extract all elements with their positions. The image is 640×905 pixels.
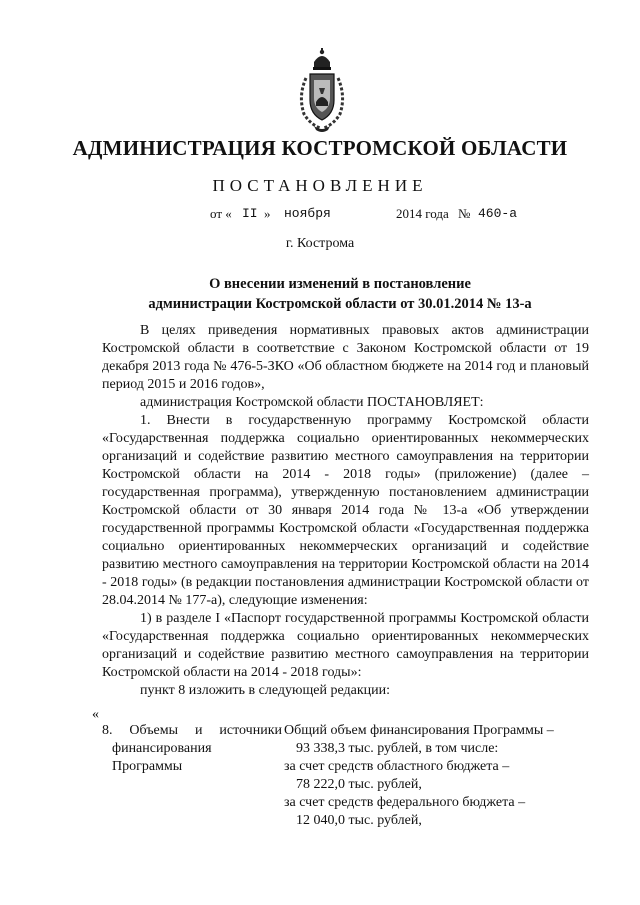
date-prefix: от « — [210, 206, 232, 221]
date-mid: » — [264, 206, 271, 221]
table-label-line: 8. Объемы и источники — [102, 723, 282, 738]
table-value-line: 93 338,3 тыс. рублей, в том числе: — [296, 741, 499, 756]
document-type: ПОСТАНОВЛЕНИЕ — [212, 176, 428, 195]
date-day: II — [242, 206, 258, 221]
date-month: ноября — [284, 206, 331, 221]
org-title: АДМИНИСТРАЦИЯ КОСТРОМСКОЙ ОБЛАСТИ — [72, 136, 568, 160]
subject-line: администрации Костромской области от 30.01.2014 № 13-а — [148, 296, 532, 312]
table-label-line: финансирования — [112, 741, 212, 756]
paragraph: пункт 8 изложить в следующей редакции: — [140, 683, 390, 698]
document-subject — [90, 274, 590, 314]
date-line — [210, 206, 540, 228]
document-number: 460-а — [478, 206, 518, 221]
table-value-cell — [284, 722, 588, 830]
opening-quote: « — [92, 707, 99, 722]
table-value-line: 78 222,0 тыс. рублей, — [296, 777, 422, 792]
table-value-line: 12 040,0 тыс. рублей, — [296, 813, 422, 828]
table-value-line: за счет средств областного бюджета – — [284, 759, 510, 774]
table-value-line: Общий объем финансирования Программы – — [284, 723, 554, 738]
coat-of-arms-emblem-icon — [292, 48, 352, 132]
paragraph: 1. Внести в государственную программу Костромской области «Государственная поддержка социально ориентированных некоммерческих организаций и содействие развитию местного самоуправления на территории Костромской области на 2014 - 2018 годы» (приложение) (далее – государственная программа), утвержденную постановлением администрации Костромской области от 30 января 2014 года № 13-а «Об утверждении государственной программы Костромской области «Государственная поддержка социально ориентированных некоммерческих организаций и содействие развитию местного самоуправления на территории Костромской области на 2014 - 2018 годы» (в редакции постановления администрации Костромской области от 28.04.2014 № 177-а), следующие изменения: — [102, 413, 589, 608]
subject-line: О внесении изменений в постановление — [209, 276, 471, 292]
table-label-cell — [102, 722, 282, 776]
city: г. Кострома — [285, 236, 355, 251]
document-body — [102, 322, 589, 700]
paragraph: В целях приведения нормативных правовых актов администрации Костромской области в соответствие с Законом Костромской области от 19 декабря 2013 года № 476-5-ЗКО «Об областном бюджете на 2014 год и плановый период 2015 и 2016 годов», — [102, 323, 589, 392]
table-value-line: за счет средств федерального бюджета – — [284, 795, 526, 810]
table-label-line: Программы — [112, 759, 183, 774]
paragraph: 1) в разделе I «Паспорт государственной программы Костромской области «Государственная поддержка социально ориентированных некоммерческих организаций и содействие развитию местного самоуправления на территории Костромской области на 2014 - 2018 годы»: — [102, 611, 589, 680]
paragraph: администрация Костромской области ПОСТАНОВЛЯЕТ: — [140, 395, 484, 410]
number-sign: № — [458, 206, 471, 221]
date-year: 2014 года — [396, 206, 449, 221]
